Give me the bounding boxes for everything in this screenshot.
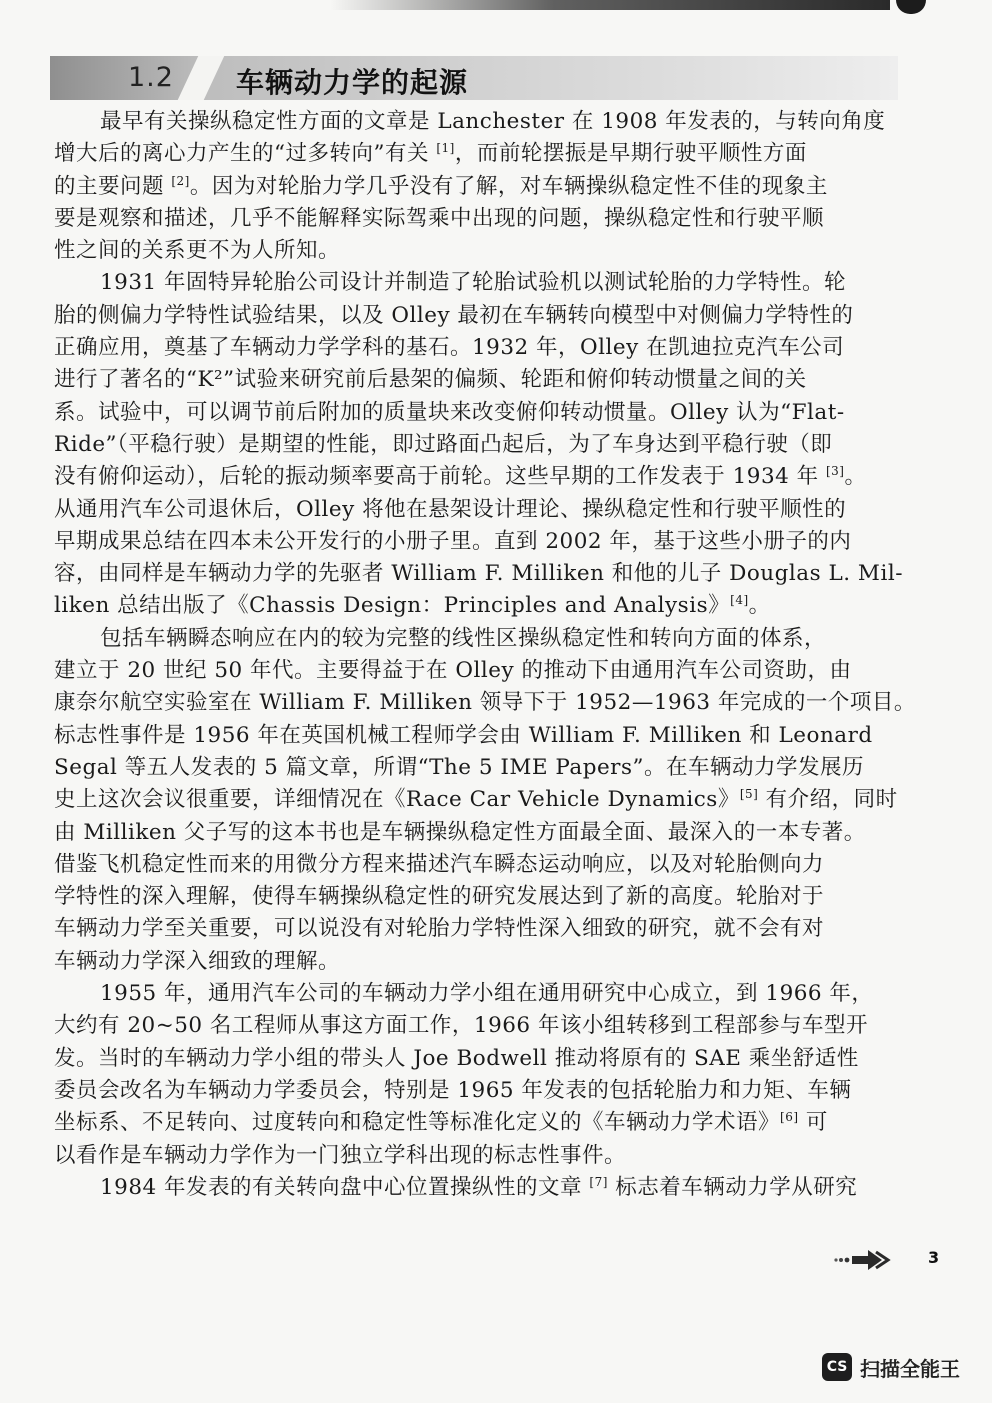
body-text	[54, 106, 916, 1204]
text-line: 没有俯仰运动），后轮的振动频率要高于前轮。这些早期的工作发表于 1934 年 [3]。	[54, 464, 867, 490]
section-heading-divider	[178, 56, 225, 100]
text-line: 借鉴飞机稳定性而来的用微分方程来描述汽车瞬态运动响应，以及对轮胎侧向力	[54, 851, 825, 877]
text-line: 学特性的深入理解，使得车辆操纵稳定性的研究发展达到了新的高度。轮胎对于	[54, 884, 825, 910]
text-line: 1955 年，通用汽车公司的车辆动力学小组在通用研究中心成立，到 1966 年，	[100, 981, 874, 1007]
text-line: 进行了著名的“K²”试验来研究前后悬架的偏频、轮距和俯仰转动惯量之间的关	[54, 367, 807, 393]
text-line: 发。当时的车辆动力学小组的带头人 Joe Bodwell 推动将原有的 SAE 乘坐舒适性	[54, 1045, 859, 1071]
text-line: 从通用汽车公司退休后，Olley 将他在悬架设计理论、操纵稳定性和行驶平顺性的	[54, 496, 847, 522]
text-line: 容，由同样是车辆动力学的先驱者 William F. Milliken 和他的儿子 Douglas L. Mil-	[54, 561, 903, 587]
text-line: 最早有关操纵稳定性方面的文章是 Lanchester 在 1908 年发表的，与转向角度	[100, 109, 886, 134]
text-line: 系。试验中，可以调节前后附加的质量块来改变俯仰转动惯量。Olley 认为“Flat-	[54, 399, 845, 425]
text-line: 康奈尔航空实验室在 William F. Milliken 领导下于 1952—1963 年完成的一个项目。	[54, 690, 916, 716]
text-line: 以看作是车辆动力学作为一门独立学科出现的标志性事件。	[54, 1142, 627, 1168]
text-line: 包括车辆瞬态响应在内的较为完整的线性区操纵稳定性和转向方面的体系，	[100, 625, 827, 651]
text-line: 车辆动力学深入细致的理解。	[54, 948, 341, 974]
text-line: 委员会改名为车辆动力学委员会，特别是 1965 年发表的包括轮胎力和力矩、车辆	[54, 1077, 852, 1103]
section-number: 1.2	[128, 62, 174, 93]
text-line: 标志性事件是 1956 年在英国机械工程师学会由 William F. Milliken 和 Leonard	[54, 722, 873, 748]
text-line: 正确应用，奠基了车辆动力学学科的基石。1932 年，Olley 在凯迪拉克汽车公司	[54, 335, 845, 361]
header-decoration-dot	[896, 0, 926, 14]
text-line: 车辆动力学至关重要，可以说没有对轮胎力学特性深入细致的研究，就不会有对	[54, 916, 825, 942]
page-number: 3	[928, 1248, 940, 1267]
camscanner-logo-icon: CS	[822, 1353, 852, 1381]
text-line: 的主要问题 [2]。因为对轮胎力学几乎没有了解，对车辆操纵稳定性不佳的现象主	[54, 173, 828, 199]
text-line: 由 Milliken 父子写的这本书也是车辆操纵稳定性方面最全面、最深入的一本专著。	[54, 819, 866, 845]
arrow-right-icon	[832, 1247, 892, 1273]
text-line: 1984 年发表的有关转向盘中心位置操纵性的文章 [7] 标志着车辆动力学从研究	[100, 1174, 858, 1200]
watermark	[822, 1353, 960, 1381]
text-line: 胎的侧偏力学特性试验结果，以及 Olley 最初在车辆转向模型中对侧偏力学特性的	[54, 302, 854, 328]
text-line: 大约有 20~50 名工程师从事这方面工作，1966 年该小组转移到工程部参与车型开	[54, 1013, 868, 1039]
text-line: liken 总结出版了《Chassis Design：Principles and Analysis》[4]。	[54, 593, 771, 619]
text-line: 建立于 20 世纪 50 年代。主要得益于在 Olley 的推动下由通用汽车公司资助，由	[54, 658, 852, 684]
header-decoration-band	[330, 0, 890, 10]
text-line: Segal 等五人发表的 5 篇文章，所谓“The 5 IME Papers”。在车辆动力学发展历	[54, 754, 864, 780]
text-line: Ride”（平稳行驶）是期望的性能，即过路面凸起后，为了车身达到平稳行驶（即	[54, 431, 833, 457]
text-line: 1931 年固特异轮胎公司设计并制造了轮胎试验机以测试轮胎的力学特性。轮	[100, 270, 847, 296]
text-line: 性之间的关系更不为人所知。	[54, 238, 341, 264]
text-line: 增大后的离心力产生的“过多转向”有关 [1]，而前轮摆振是早期行驶平顺性方面	[54, 141, 807, 167]
text-line: 早期成果总结在四本未公开发行的小册子里。直到 2002 年，基于这些小册子的内	[54, 528, 852, 554]
section-title: 车辆动力学的起源	[236, 66, 469, 99]
section-heading	[50, 56, 898, 100]
text-line: 要是观察和描述，几乎不能解释实际驾乘中出现的问题，操纵稳定性和行驶平顺	[54, 205, 825, 231]
watermark-app-name: 扫描全能王	[860, 1356, 960, 1381]
text-line: 史上这次会议很重要，详细情况在《Race Car Vehicle Dynamics》[5] 有介绍，同时	[54, 787, 898, 813]
text-line: 坐标系、不足转向、过度转向和稳定性等标准化定义的《车辆动力学术语》[6] 可	[54, 1110, 828, 1136]
